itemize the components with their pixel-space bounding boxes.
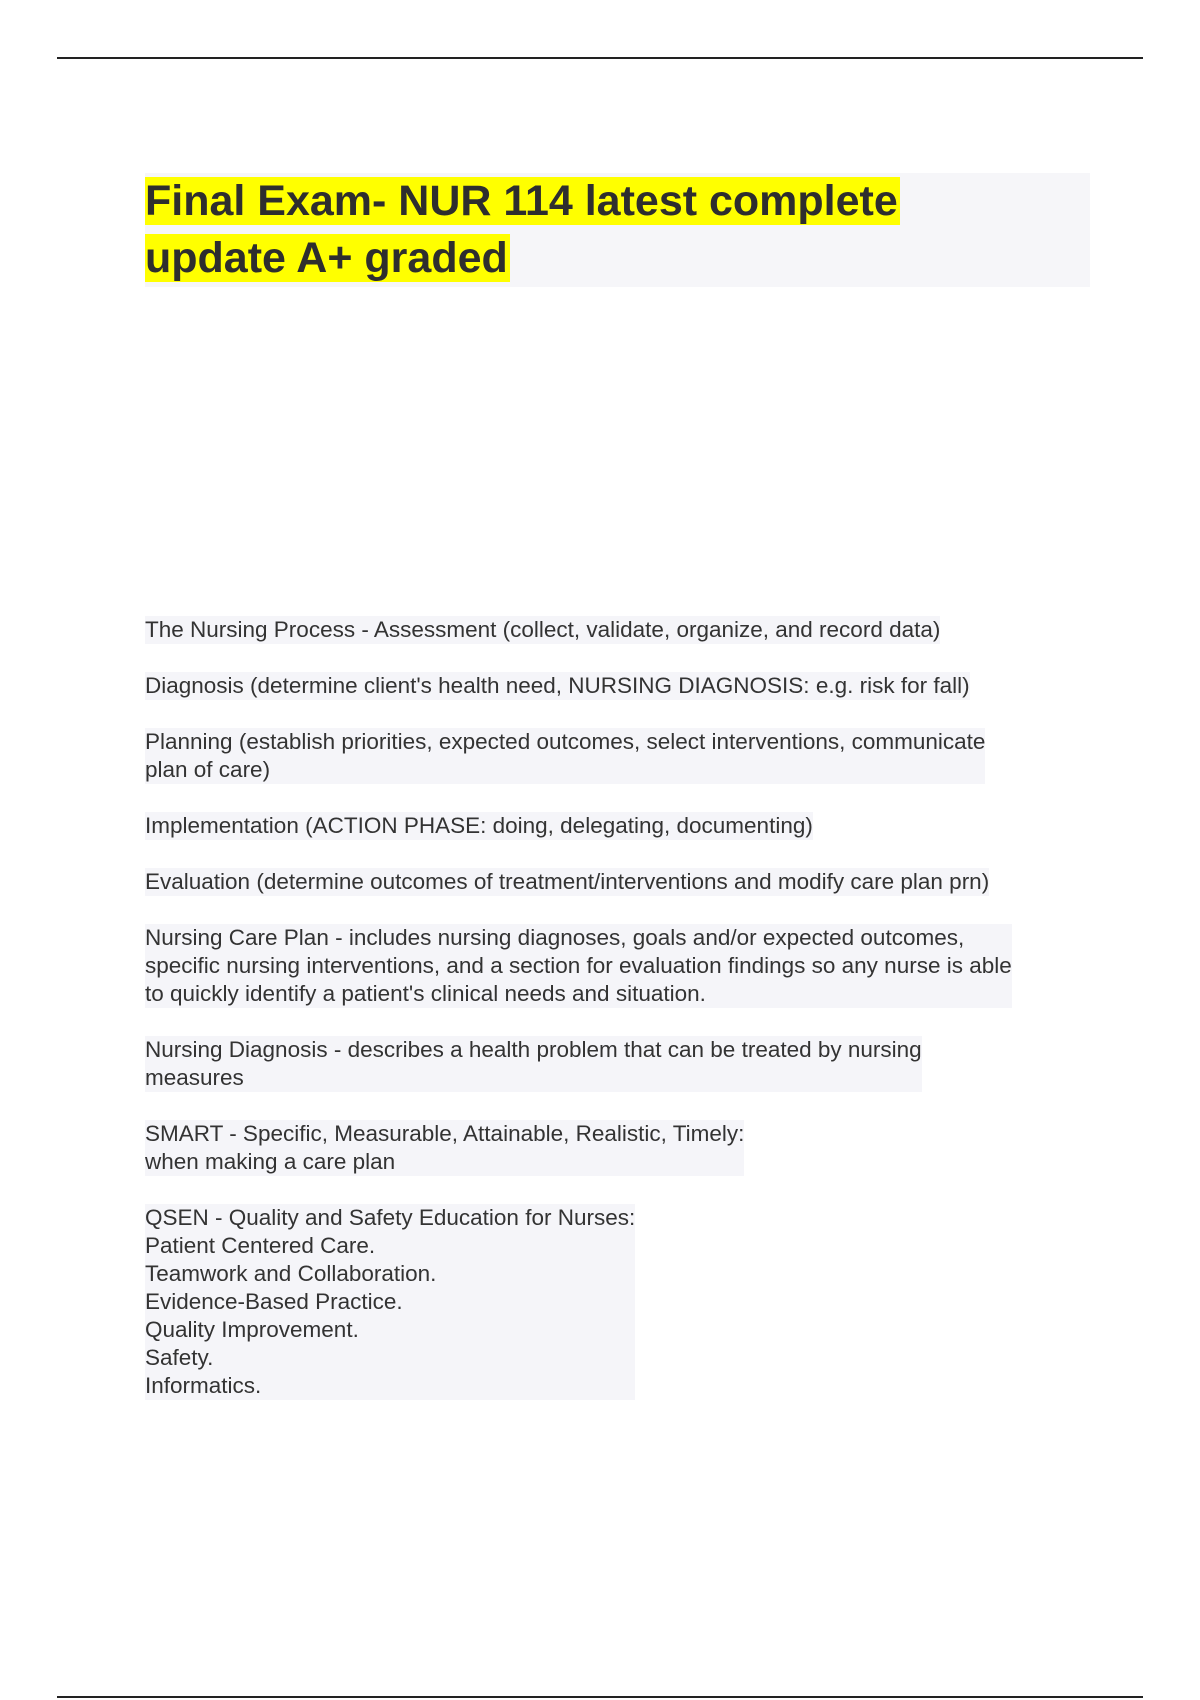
text-line: Evidence-Based Practice.	[145, 1289, 403, 1314]
text-line: The Nursing Process - Assessment (collect, validate, organize, and record data)	[145, 617, 941, 642]
paragraph-nursing-care-plan	[145, 924, 1012, 1008]
paragraph-planning	[145, 728, 985, 784]
text-line: Patient Centered Care.	[145, 1233, 376, 1258]
footer-rule	[57, 1696, 1143, 1698]
paragraph-qsen	[145, 1204, 635, 1400]
text-line: to quickly identify a patient's clinical needs and situation.	[145, 981, 706, 1006]
text-line: Planning (establish priorities, expected outcomes, select interventions, communicate	[145, 729, 986, 754]
document-title	[145, 173, 1090, 287]
paragraph-implementation	[145, 812, 813, 840]
document-body	[145, 616, 1090, 1428]
text-line: Safety.	[145, 1345, 214, 1370]
title-line-1: Final Exam- NUR 114 latest complete	[145, 177, 898, 225]
header-rule	[57, 57, 1143, 59]
text-line: when making a care plan	[145, 1149, 396, 1174]
text-line: Informatics.	[145, 1373, 262, 1398]
paragraph-nursing-diagnosis	[145, 1036, 922, 1092]
text-line: QSEN - Quality and Safety Education for Nurses:	[145, 1205, 636, 1230]
text-line: Implementation (ACTION PHASE: doing, delegating, documenting)	[145, 813, 813, 838]
text-line: SMART - Specific, Measurable, Attainable, Realistic, Timely:	[145, 1121, 745, 1146]
text-line: Diagnosis (determine client's health need, NURSING DIAGNOSIS: e.g. risk for fall)	[145, 673, 970, 698]
text-line: Evaluation (determine outcomes of treatment/interventions and modify care plan prn)	[145, 869, 990, 894]
text-line: measures	[145, 1065, 244, 1090]
paragraph-smart	[145, 1120, 744, 1176]
text-line: Teamwork and Collaboration.	[145, 1261, 437, 1286]
text-line: plan of care)	[145, 757, 271, 782]
text-line: Quality Improvement.	[145, 1317, 359, 1342]
text-line: Nursing Care Plan - includes nursing diagnoses, goals and/or expected outcomes,	[145, 925, 965, 950]
text-line: specific nursing interventions, and a section for evaluation findings so any nurse is able	[145, 953, 1012, 978]
text-line: Nursing Diagnosis - describes a health problem that can be treated by nursing	[145, 1037, 922, 1062]
paragraph-evaluation	[145, 868, 989, 896]
paragraph-diagnosis	[145, 672, 970, 700]
paragraph-nursing-process	[145, 616, 940, 644]
title-line-2: update A+ graded	[145, 234, 508, 282]
